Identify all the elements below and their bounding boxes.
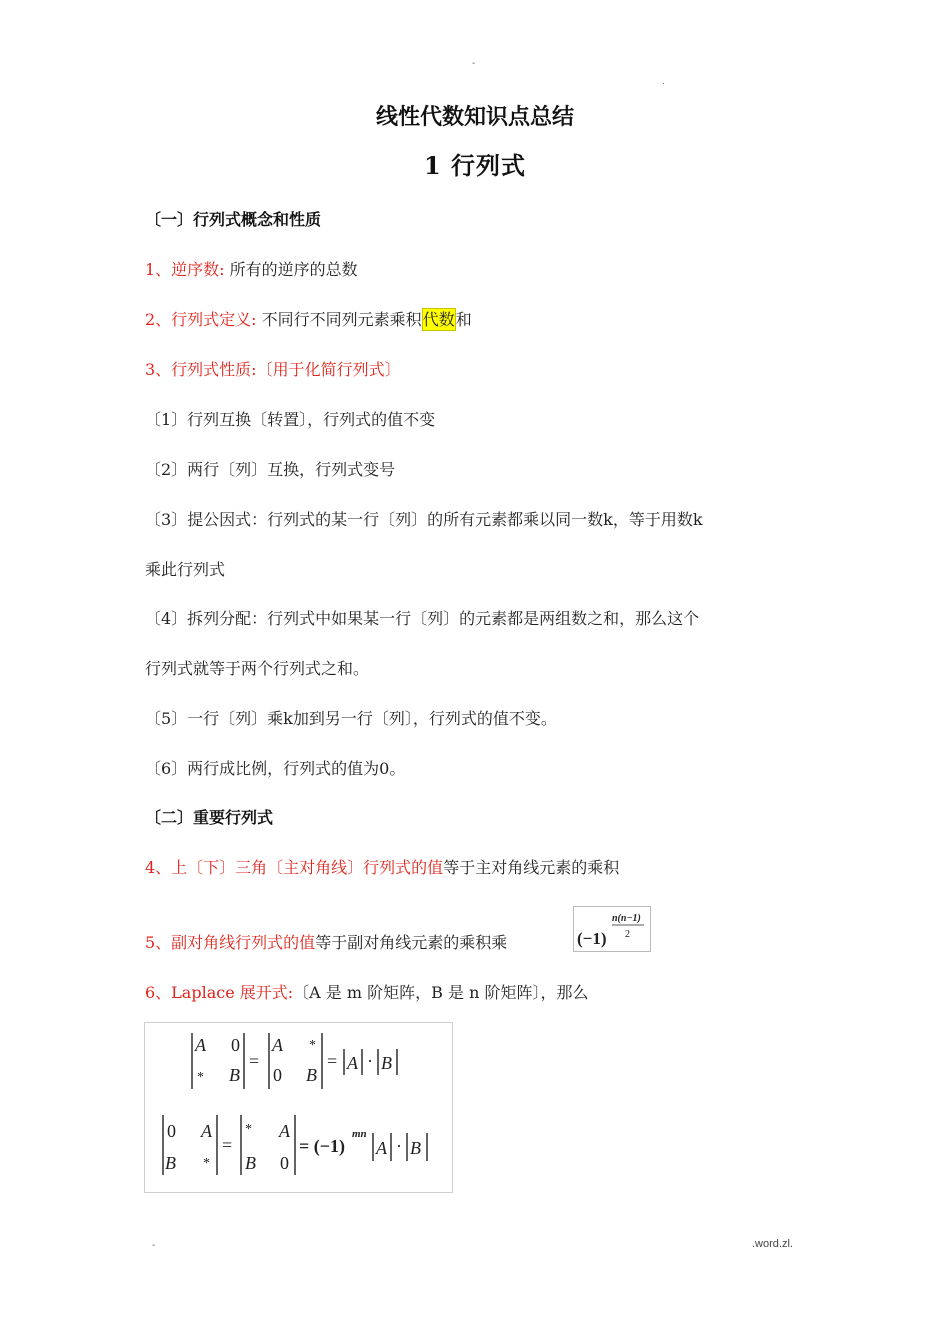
laplace-formula-svg bbox=[145, 1023, 452, 1192]
r1-m2-b: B bbox=[306, 1065, 317, 1085]
chapter-title: 1 行列式 bbox=[423, 151, 527, 180]
header-mark-left: - bbox=[472, 58, 476, 69]
laplace-formula-image bbox=[144, 1022, 453, 1193]
item-3-label: 3、行列式性质:〔用于化简行列式〕 bbox=[145, 360, 401, 379]
sign-formula-svg bbox=[574, 907, 650, 951]
r1-m2-star: * bbox=[309, 1038, 316, 1053]
property-5: 〔5〕一行〔列〕乘k加到另一行〔列〕，行列式的值不变。 bbox=[145, 709, 557, 728]
r2-sign: = (−1) bbox=[299, 1136, 346, 1156]
item-2-label: 2、行列式定义: bbox=[145, 310, 257, 329]
r2-m2-b: B bbox=[245, 1153, 256, 1173]
r2-det-a: A bbox=[376, 1138, 387, 1158]
property-4: 〔4〕拆列分配：行列式中如果某一行〔列〕的元素都是两组数之和，那么这个 bbox=[145, 609, 700, 628]
r2-m1-star: * bbox=[203, 1156, 210, 1171]
r2-m2-zero: 0 bbox=[280, 1153, 289, 1173]
r2-m1-zero: 0 bbox=[167, 1121, 176, 1141]
r1-det-b: B bbox=[381, 1053, 392, 1073]
item-6-label: 6、Laplace 展开式: bbox=[145, 983, 294, 1002]
r2-eq1: = bbox=[222, 1135, 233, 1155]
footer-label: .word.zl. bbox=[752, 1238, 793, 1250]
sign-formula-exp-den: 2 bbox=[625, 929, 630, 940]
r1-m1-zero: 0 bbox=[231, 1035, 240, 1055]
sign-formula-exp-num: n(n−1) bbox=[612, 913, 641, 924]
item-4 bbox=[145, 858, 619, 878]
document-title: 线性代数知识点总结 bbox=[375, 104, 574, 130]
item-1-label: 1、逆序数: bbox=[145, 260, 225, 279]
r2-m2-star: * bbox=[245, 1122, 252, 1137]
r1-det-a: A bbox=[347, 1053, 358, 1073]
r1-m1-b: B bbox=[229, 1065, 240, 1085]
item-2-tail: 和 bbox=[455, 310, 472, 329]
sign-formula-base: (−1) bbox=[577, 929, 607, 948]
r2-m2-a: A bbox=[279, 1121, 290, 1141]
item-2-text: 不同行不同列元素乘积 bbox=[261, 310, 422, 329]
property-4-cont: 行列式就等于两个行列式之和。 bbox=[145, 659, 370, 678]
r2-m1-a: A bbox=[201, 1121, 212, 1141]
r2-dot: · bbox=[396, 1136, 402, 1156]
property-2: 〔2〕两行〔列〕互换，行列式变号 bbox=[145, 460, 396, 479]
r1-eq2: = bbox=[327, 1051, 338, 1071]
item-5 bbox=[145, 933, 507, 953]
item-1 bbox=[145, 260, 358, 280]
property-3: 〔3〕提公因式：行列式的某一行〔列〕的所有元素都乘以同一数k，等于用数k bbox=[145, 510, 703, 529]
r1-m2-zero: 0 bbox=[273, 1065, 282, 1085]
r1-m1-a: A bbox=[195, 1035, 206, 1055]
item-2-highlight: 代数 bbox=[422, 310, 455, 329]
r2-m1-b: B bbox=[165, 1153, 176, 1173]
item-5-label: 5、副对角线行列式的值 bbox=[145, 933, 316, 952]
item-4-text: 等于主对角线元素的乘积 bbox=[443, 858, 620, 877]
r2-exp-mn: mn bbox=[352, 1128, 367, 1140]
item-5-text: 等于副对角线元素的乘积乘 bbox=[315, 933, 508, 952]
r1-m1-star: * bbox=[197, 1070, 204, 1085]
item-4-label: 4、上〔下〕三角〔主对角线〕行列式的值 bbox=[145, 858, 444, 877]
item-2 bbox=[145, 310, 472, 330]
item-6-text: 〔A 是 m 阶矩阵，B 是 n 阶矩阵〕，那么 bbox=[293, 983, 589, 1002]
section-heading-2: 〔二〕重要行列式 bbox=[145, 808, 274, 827]
header-mark-right: . bbox=[662, 76, 665, 87]
property-3-cont: 乘此行列式 bbox=[145, 560, 226, 579]
footer-mark-left: - bbox=[152, 1240, 156, 1251]
r2-det-b: B bbox=[410, 1138, 421, 1158]
property-1: 〔1〕行列互换〔转置〕，行列式的值不变 bbox=[145, 410, 436, 429]
sign-formula-image bbox=[573, 906, 651, 952]
item-1-text: 所有的逆序的总数 bbox=[229, 260, 358, 279]
r1-dot: · bbox=[367, 1051, 373, 1071]
property-6: 〔6〕两行成比例，行列式的值为0。 bbox=[145, 759, 406, 778]
item-6 bbox=[145, 983, 588, 1003]
section-heading-1: 〔一〕行列式概念和性质 bbox=[145, 210, 322, 229]
r1-eq1: = bbox=[249, 1051, 260, 1071]
r1-m2-a: A bbox=[272, 1035, 283, 1055]
